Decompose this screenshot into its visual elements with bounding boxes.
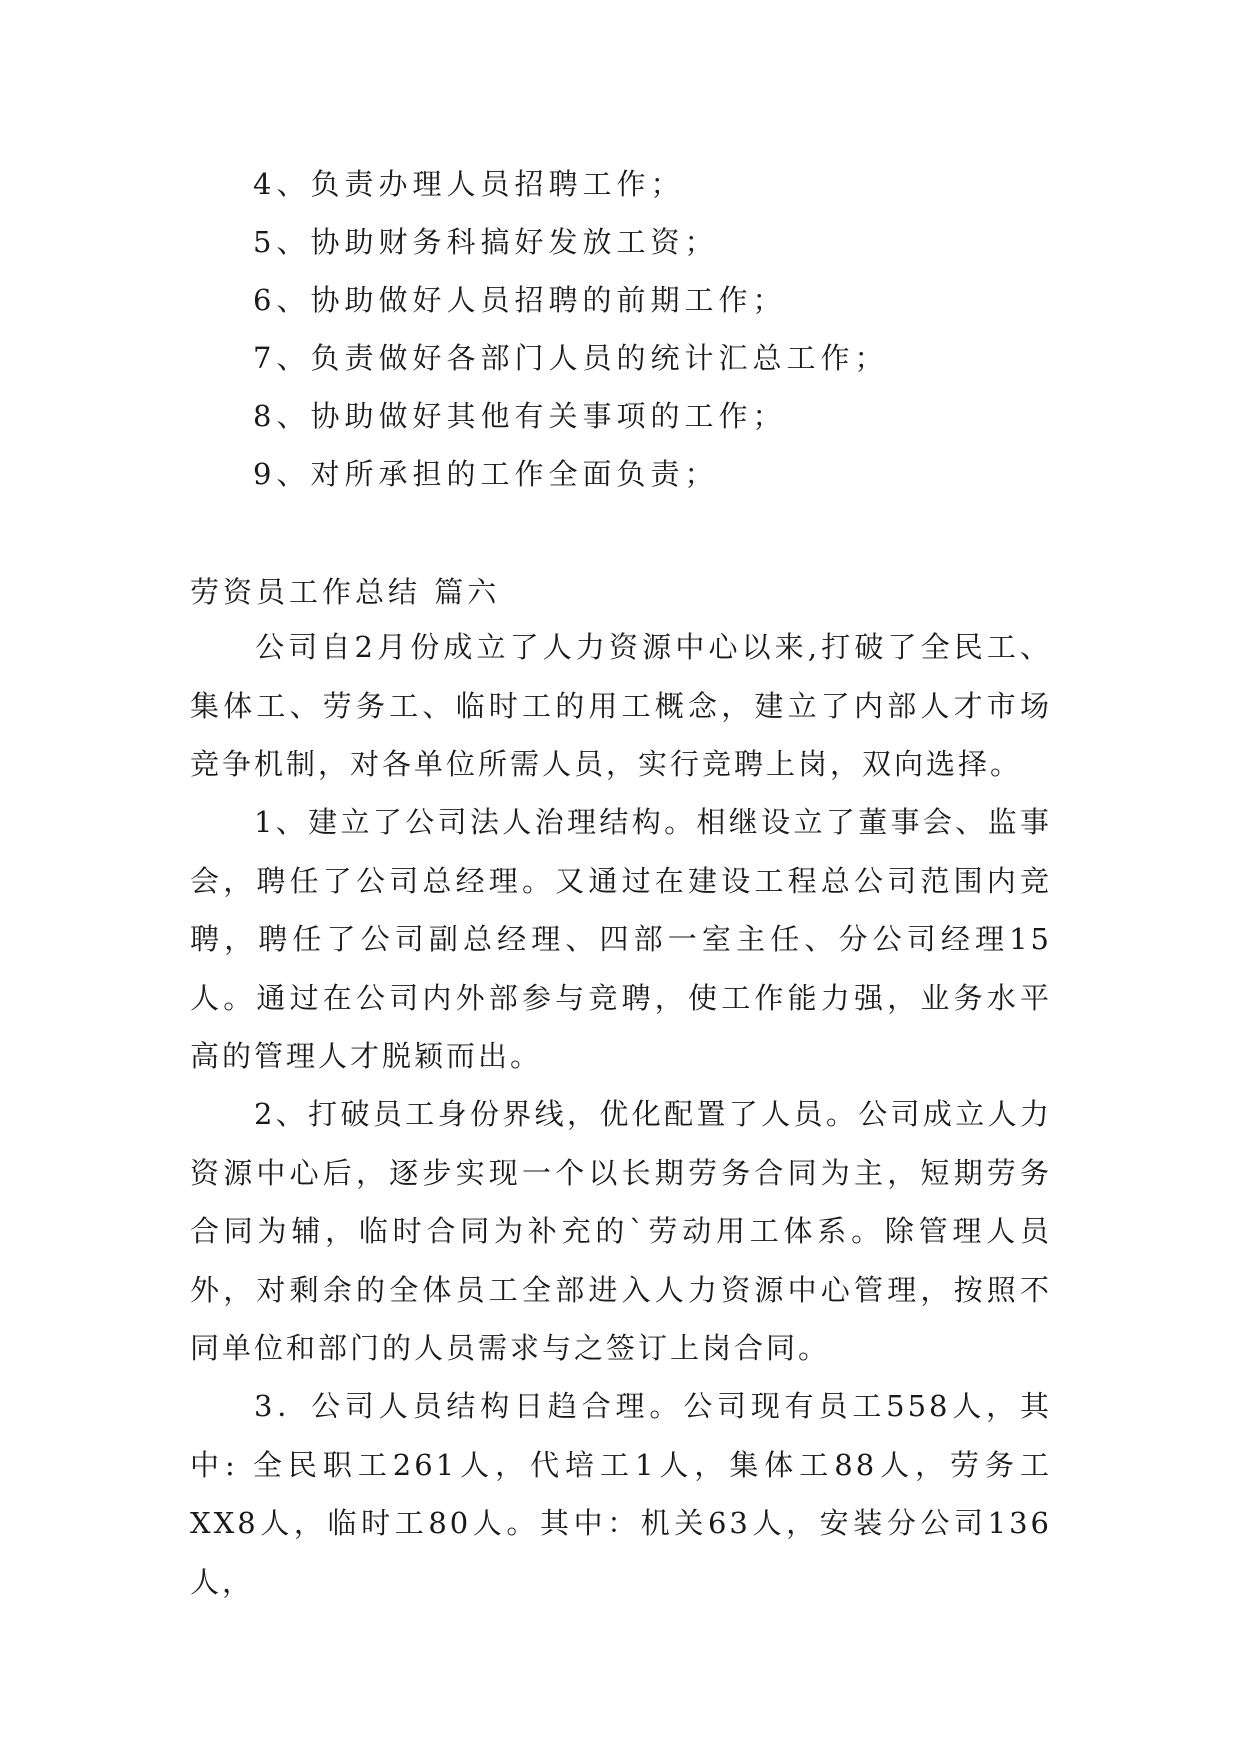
list-item: 7、负责做好各部门人员的统计汇总工作； bbox=[253, 341, 889, 375]
paragraph-point-3 bbox=[190, 1377, 1052, 1611]
list-item: 9、对所承担的工作全面负责； bbox=[253, 457, 719, 491]
paragraph-text: 3．公司人员结构日趋合理。公司现有员工558人，其中: 全民职工261人，代培工1人，集体工88人，劳务工XX8人，临时工80人。其中：机关63人，安装分公司136人， bbox=[190, 1389, 1052, 1599]
list-item: 4、负责办理人员招聘工作； bbox=[253, 167, 685, 201]
section-heading: 劳资员工作总结 篇六 bbox=[190, 575, 501, 609]
paragraph-text: 公司自2月份成立了人力资源中心以来,打破了全民工、集体工、劳务工、临时工的用工概念，建立了内部人才市场竞争机制，对各单位所需人员，实行竞聘上岗，双向选择。 bbox=[190, 630, 1052, 781]
paragraph-intro bbox=[190, 618, 1052, 794]
paragraph-text: 2、打破员工身份界线，优化配置了人员。公司成立人力资源中心后，逐步实现一个以长期劳务合同为主，短期劳务合同为辅，临时合同为补充的`劳动用工体系。除管理人员外，对剩余的全体员工全部进入人力资源中心管理，按照不同单位和部门的人员需求与之签订上岗合同。 bbox=[190, 1097, 1052, 1365]
list-item: 5、协助财务科搞好发放工资； bbox=[253, 225, 719, 259]
paragraph-point-2 bbox=[190, 1085, 1052, 1378]
paragraph-point-1 bbox=[190, 793, 1052, 1086]
paragraph-text: 1、建立了公司法人治理结构。相继设立了董事会、监事会，聘任了公司总经理。又通过在建设工程总公司范围内竞聘，聘任了公司副总经理、四部一室主任、分公司经理15人。通过在公司内外部参与竞聘，使工作能力强，业务水平高的管理人才脱颖而出。 bbox=[190, 805, 1052, 1073]
list-item: 6、协助做好人员招聘的前期工作； bbox=[253, 283, 787, 317]
list-item: 8、协助做好其他有关事项的工作； bbox=[253, 399, 787, 433]
